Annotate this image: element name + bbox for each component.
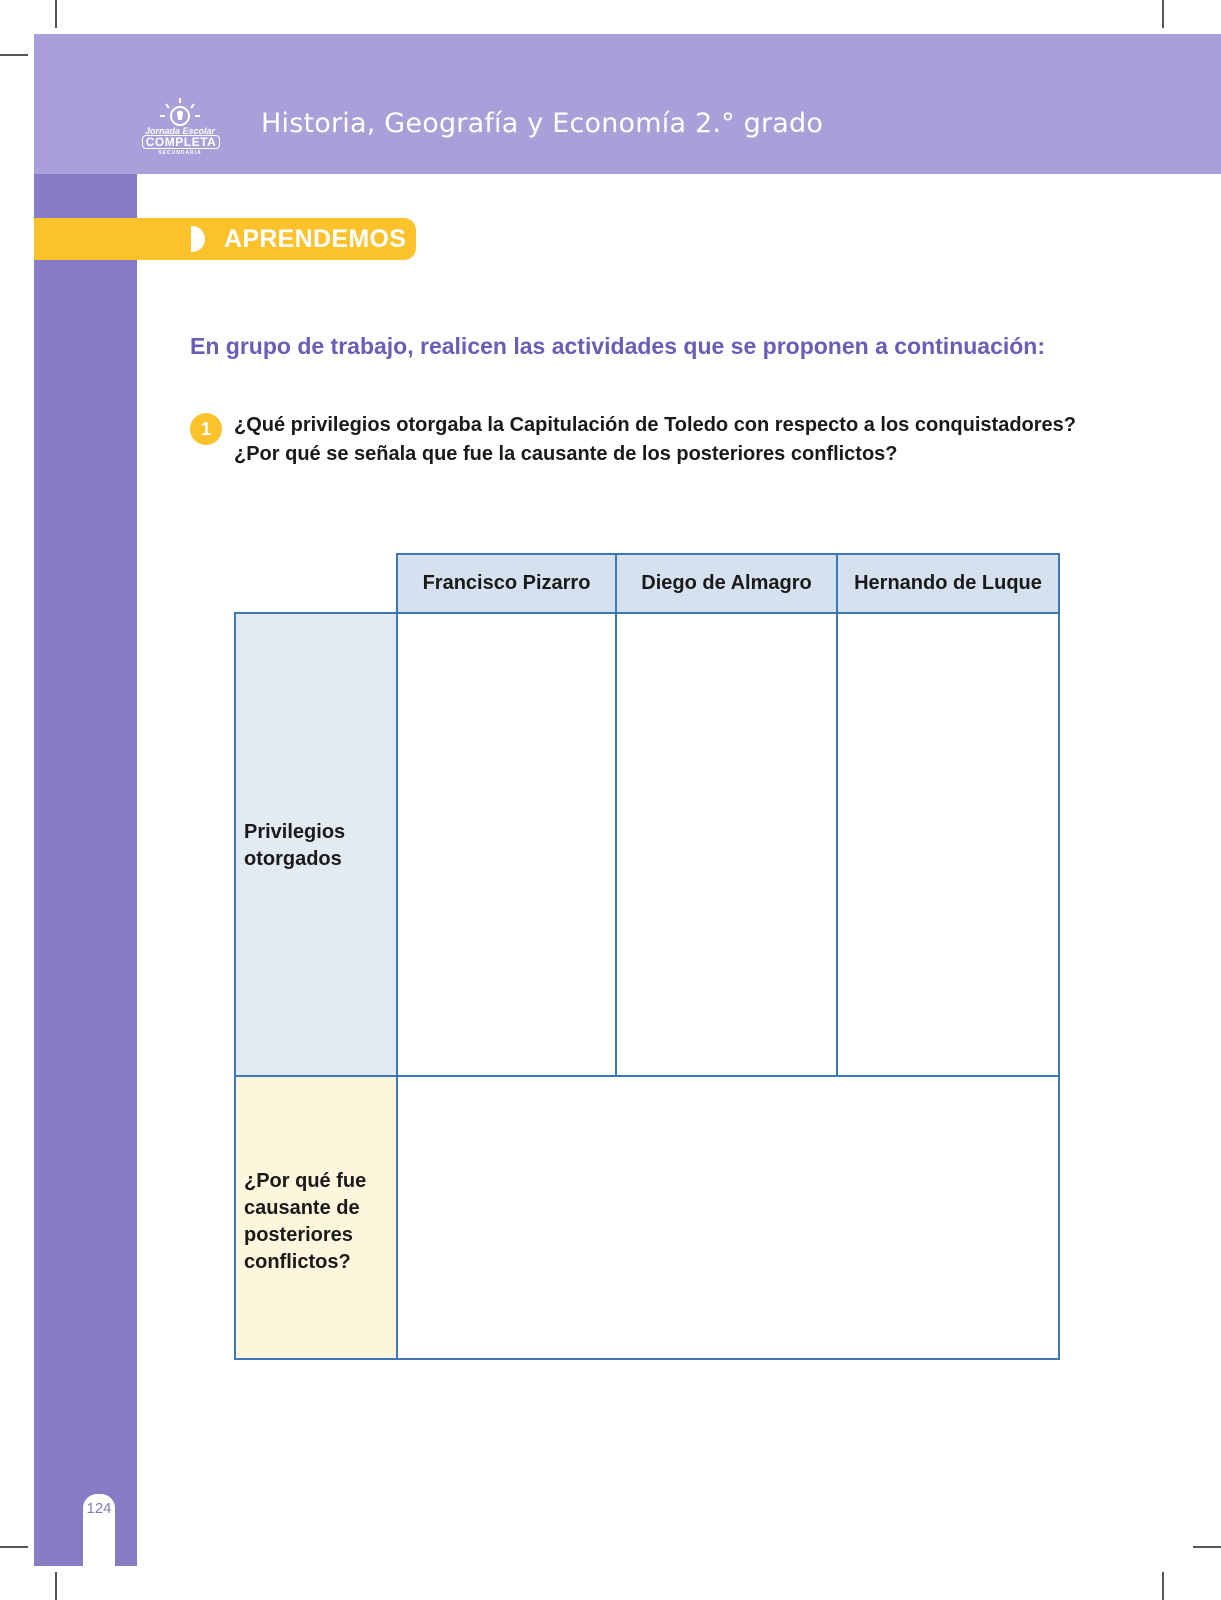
column-header-luque: Hernando de Luque bbox=[854, 572, 1042, 594]
book-title: Historia, Geografía y Economía 2.° grado bbox=[261, 108, 824, 139]
page-number: 124 bbox=[86, 1500, 112, 1517]
crop-mark bbox=[1162, 1572, 1164, 1600]
logo bbox=[140, 96, 220, 156]
crop-mark bbox=[55, 1572, 57, 1600]
section-label bbox=[137, 218, 416, 260]
instruction-text: En grupo de trabajo, realicen las actividades que se proponen a continuación: bbox=[190, 333, 1046, 359]
column-header-pizarro: Francisco Pizarro bbox=[422, 572, 591, 594]
row-label-cell bbox=[234, 1075, 398, 1360]
row-label-privileges: Privilegios otorgados bbox=[244, 821, 346, 870]
question-text: ¿Qué privilegios otorgaba la Capitulación de Toledo con respecto a los conquistadores? ¿Por qué se señala que fue la causante de los posteriores conflictos? bbox=[234, 414, 1076, 465]
row-label-cell bbox=[234, 612, 398, 1077]
crop-mark bbox=[55, 0, 57, 28]
column-header-almagro: Diego de Almagro bbox=[641, 572, 812, 594]
crop-mark bbox=[0, 54, 28, 56]
table-header-cell bbox=[836, 553, 1060, 614]
sun-icon bbox=[140, 96, 220, 128]
section-band bbox=[34, 218, 137, 260]
row-label-conflicts: ¿Por qué fue causante de posteriores conflictos? bbox=[244, 1170, 367, 1273]
section-title: APRENDEMOS bbox=[224, 225, 407, 253]
crop-mark bbox=[1193, 1546, 1221, 1548]
logo-line-3: SECUNDARIA bbox=[158, 150, 202, 156]
half-circle-icon bbox=[191, 226, 205, 252]
answer-cell-luque[interactable] bbox=[836, 612, 1060, 1077]
logo-line-1: Jornada Escolar bbox=[144, 126, 216, 136]
crop-mark bbox=[0, 1546, 28, 1548]
crop-mark bbox=[1162, 0, 1164, 28]
table-header-cell bbox=[615, 553, 838, 614]
answer-cell-almagro[interactable] bbox=[615, 612, 838, 1077]
answer-cell-pizarro[interactable] bbox=[396, 612, 617, 1077]
sidebar-band bbox=[34, 174, 137, 1566]
table-header-cell bbox=[396, 553, 617, 614]
logo-line-2: COMPLETA bbox=[142, 135, 220, 149]
question-number-badge: 1 bbox=[190, 413, 222, 445]
answer-cell-conflicts[interactable] bbox=[396, 1075, 1060, 1360]
